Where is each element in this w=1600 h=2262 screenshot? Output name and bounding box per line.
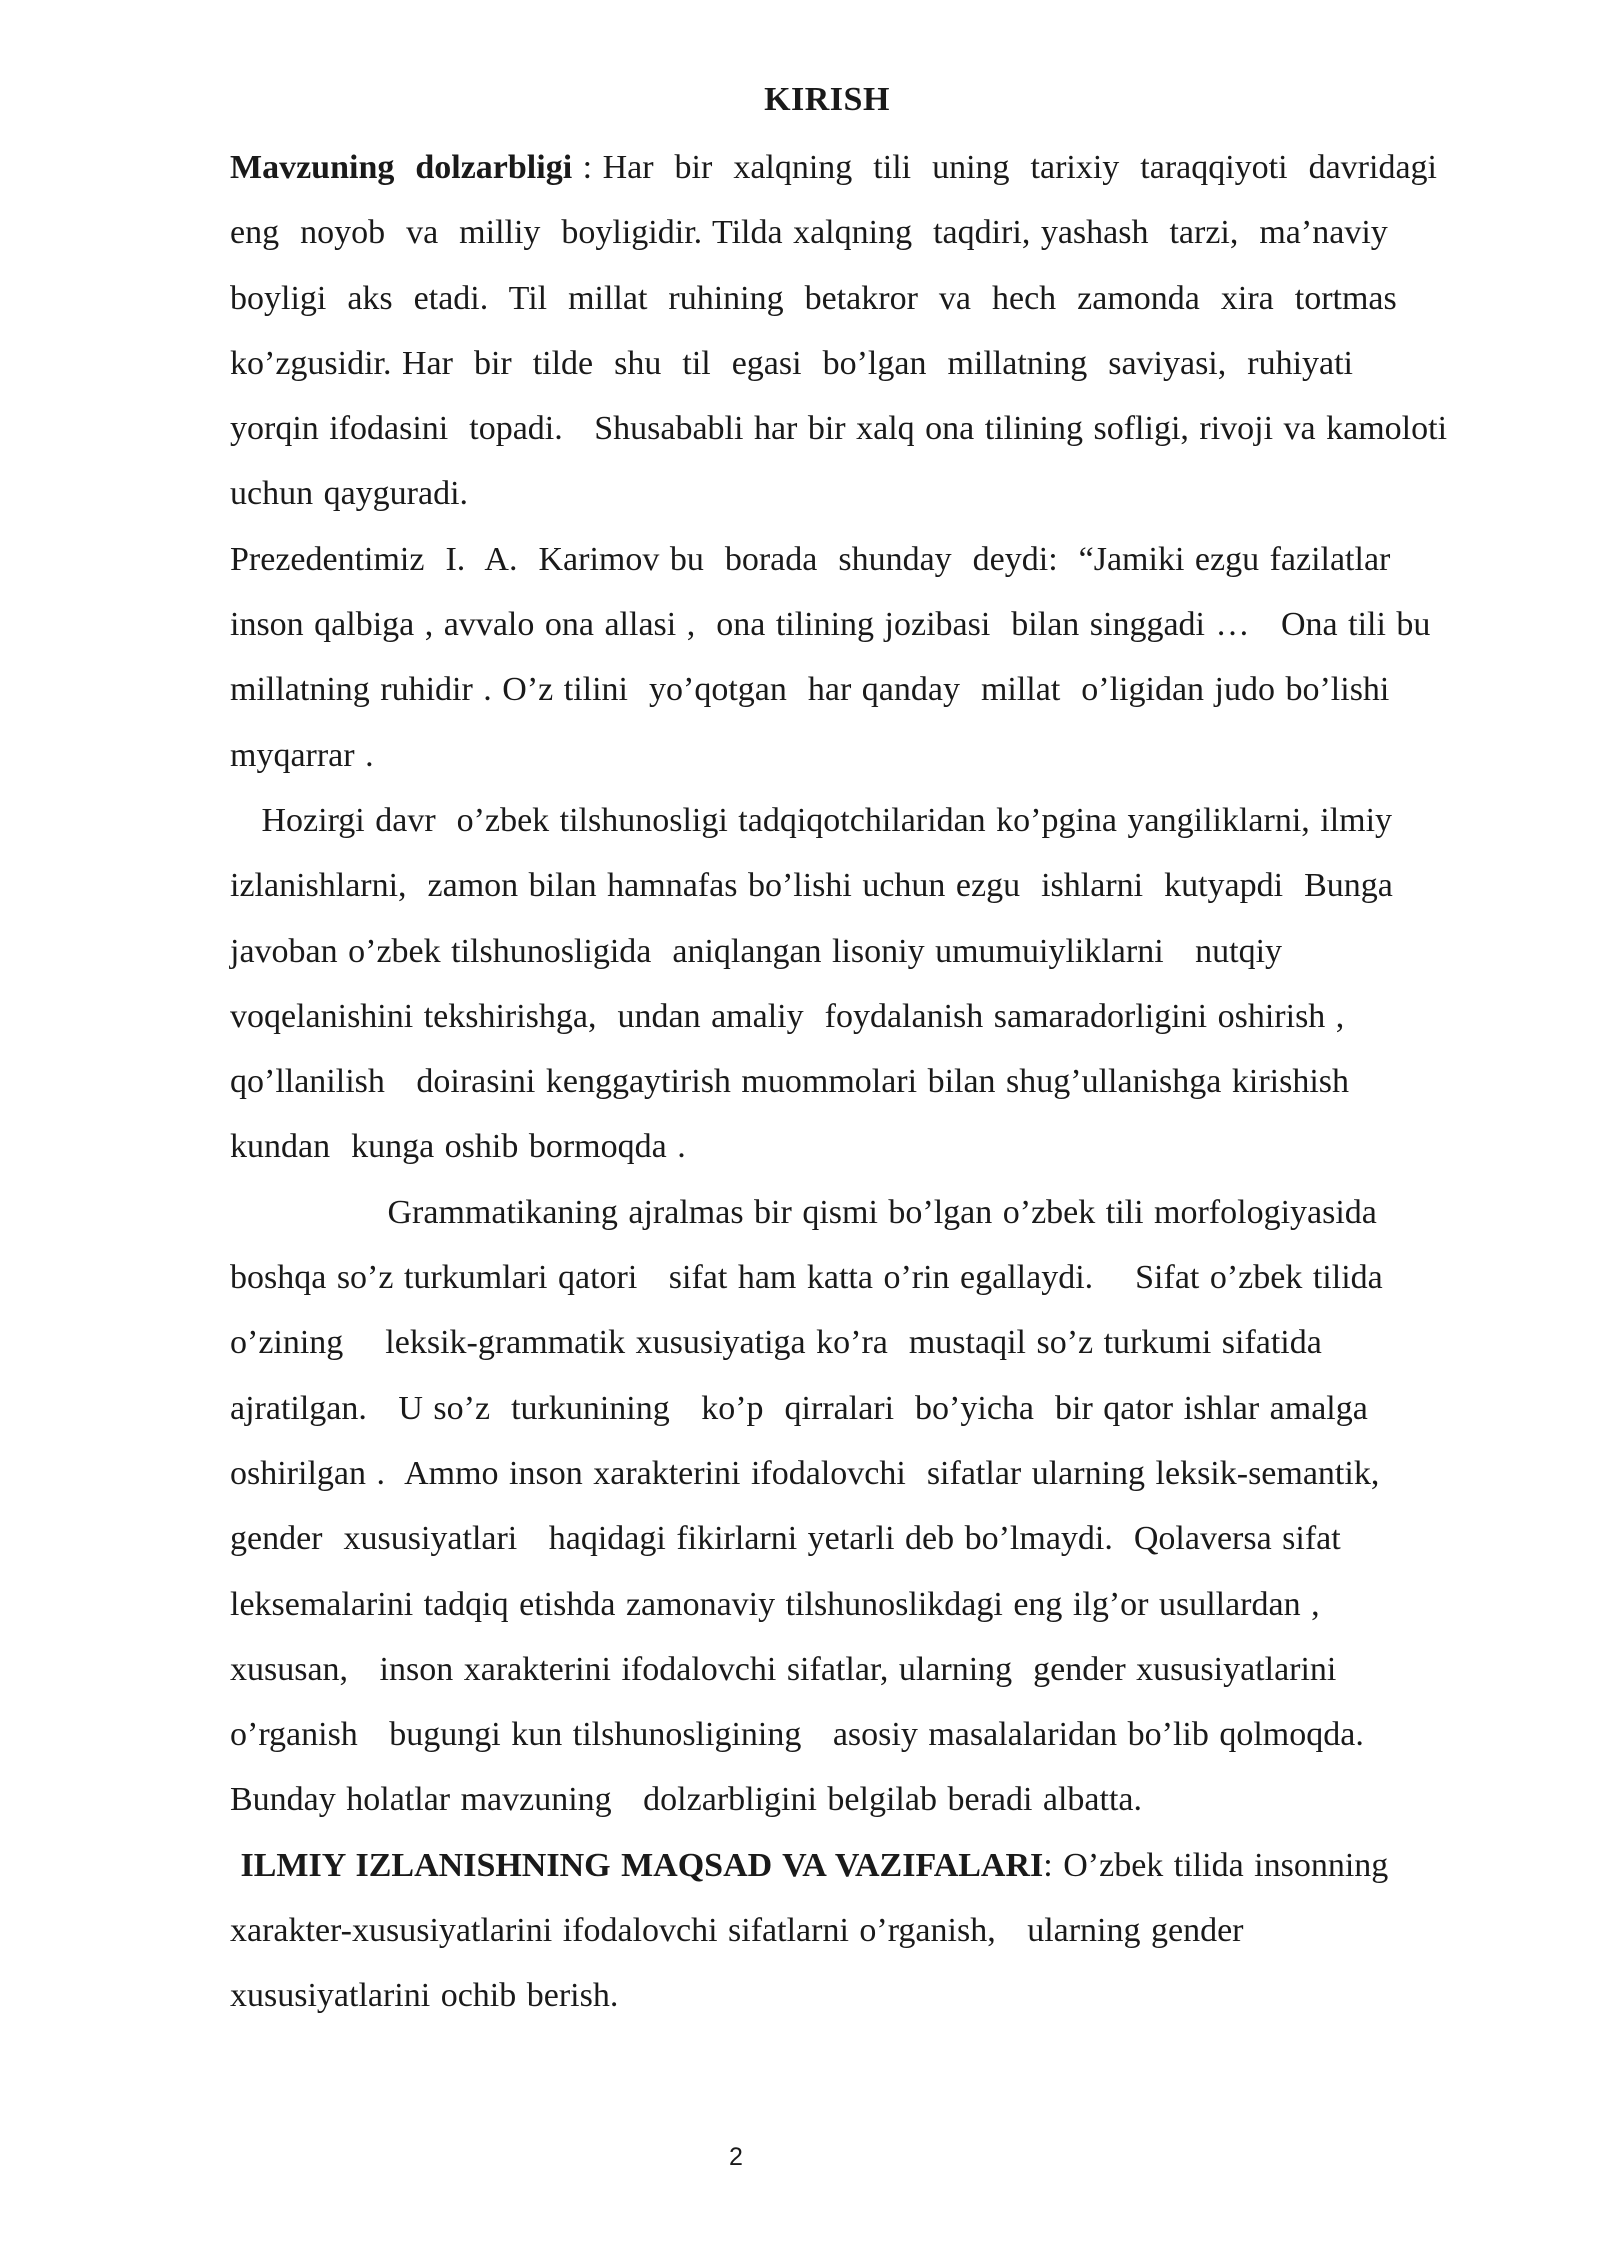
line-text: inson qalbiga , avvalo ona allasi , ona tilining jozibasi bilan singgadi … Ona tili bu xyxy=(230,606,1431,644)
text-line xyxy=(230,657,1560,722)
line-text: voqelanishini tekshirishga, undan amaliy foydalanish samaradorligini oshirish , xyxy=(230,997,1345,1035)
text-line xyxy=(230,788,1560,853)
text-line xyxy=(230,1963,1560,2028)
text-line xyxy=(230,527,1560,592)
line-text: Grammatikaning ajralmas bir qismi bo’lgan o’zbek tili morfologiyasida xyxy=(230,1193,1377,1231)
line-text: boyligi aks etadi. Til millat ruhining betakror va hech zamonda xira tortmas xyxy=(230,279,1397,317)
page-number: 2 xyxy=(729,2143,743,2171)
line-text: myqarrar . xyxy=(230,736,374,774)
text-line xyxy=(230,1376,1560,1441)
text-line xyxy=(230,135,1560,200)
line-text: ko’zgusidir. Har bir tilde shu til egasi bo’lgan millatning saviyasi, ruhiyati xyxy=(230,344,1353,382)
text-line xyxy=(230,1702,1560,1767)
line-text: eng noyob va milliy boyligidir. Tilda xalqning taqdiri, yashash tarzi, ma’naviy xyxy=(230,214,1388,252)
bold-heading-run: Mavzuning dolzarbligi xyxy=(230,149,573,186)
line-text: Prezedentimiz I. A. Karimov bu borada shunday deydi: “Jamiki ezgu fazilatlar xyxy=(230,540,1391,578)
line-text: : Har bir xalqning tili uning tarixiy taraqqiyoti davridagi xyxy=(572,149,1437,186)
text-line xyxy=(230,461,1560,526)
line-text: boshqa so’z turkumlari qatori sifat ham katta o’rin egallaydi. Sifat o’zbek tilida xyxy=(230,1259,1383,1297)
line-text: gender xususiyatlari haqidagi fikirlarni yetarli deb bo’lmaydi. Qolaversa sifat xyxy=(230,1520,1341,1558)
text-line xyxy=(230,1898,1560,1963)
text-line xyxy=(230,1180,1560,1245)
line-text: o’zining leksik-grammatik xususiyatiga ko’ra mustaqil so’z turkumi sifatida xyxy=(230,1324,1322,1362)
line-text: javoban o’zbek tilshunosligida aniqlangan lisoniy umumuiyliklarni nutqiy xyxy=(230,932,1283,970)
text-line xyxy=(230,1310,1560,1375)
line-text: Bunday holatlar mavzuning dolzarbligini belgilab beradi albatta. xyxy=(230,1781,1143,1819)
line-text: uchun qayguradi. xyxy=(230,475,469,513)
text-line xyxy=(230,984,1560,1049)
line-text: izlanishlarni, zamon bilan hamnafas bo’lishi uchun ezgu ishlarni kutyapdi Bunga xyxy=(230,867,1393,905)
line-text: o’rganish bugungi kun tilshunosligining asosiy masalalaridan bo’lib qolmoqda. xyxy=(230,1716,1364,1754)
text-line xyxy=(230,1049,1560,1114)
line-text: xususan, inson xarakterini ifodalovchi sifatlar, ularning gender xususiyatlarini xyxy=(230,1650,1337,1688)
text-line xyxy=(230,396,1560,461)
text-line xyxy=(230,592,1560,657)
text-line xyxy=(230,200,1560,265)
line-text: : O’zbek tilida insonning xyxy=(1043,1846,1389,1884)
body-text xyxy=(230,135,1560,2029)
text-line xyxy=(230,1245,1560,1310)
line-text: ajratilgan. U so’z turkunining ko’p qirralari bo’yicha bir qator ishlar amalga xyxy=(230,1389,1368,1427)
text-line xyxy=(230,1506,1560,1571)
line-text: millatning ruhidir . O’z tilini yo’qotgan har qanday millat o’ligidan judo bo’lishi xyxy=(230,671,1390,709)
text-line xyxy=(230,1441,1560,1506)
text-line xyxy=(230,1637,1560,1702)
line-text: Hozirgi davr o’zbek tilshunosligi tadqiqotchilaridan ko’pgina yangiliklarni, ilmiy xyxy=(230,801,1393,839)
line-text: oshirilgan . Ammo inson xarakterini ifodalovchi sifatlar ularning leksik-semantik, xyxy=(230,1454,1380,1492)
text-line xyxy=(230,1114,1560,1179)
page-title: KIRISH xyxy=(764,81,890,118)
text-line xyxy=(230,853,1560,918)
text-line xyxy=(230,723,1560,788)
line-text: kundan kunga oshib bormoqda . xyxy=(230,1128,686,1166)
line-text: xususiyatlarini ochib berish. xyxy=(230,1977,619,2015)
text-line xyxy=(230,1833,1560,1898)
line-text: qo’llanilish doirasini kenggaytirish muommolari bilan shug’ullanishga kirishish xyxy=(230,1063,1349,1101)
text-line xyxy=(230,919,1560,984)
line-text: xarakter-xususiyatlarini ifodalovchi sifatlarni o’rganish, ularning gender xyxy=(230,1912,1244,1950)
line-text: leksemalarini tadqiq etishda zamonaviy tilshunoslikdagi eng ilg’or usullardan , xyxy=(230,1585,1320,1623)
text-line xyxy=(230,331,1560,396)
text-line xyxy=(230,1767,1560,1832)
text-line xyxy=(230,266,1560,331)
text-line xyxy=(230,1572,1560,1637)
bold-heading-run: ILMIY IZLANISHNING MAQSAD VA VAZIFALARI xyxy=(230,1846,1044,1884)
line-text: yorqin ifodasini topadi. Shusababli har bir xalq ona tilining sofligi, rivoji va kamoloti xyxy=(230,410,1448,448)
